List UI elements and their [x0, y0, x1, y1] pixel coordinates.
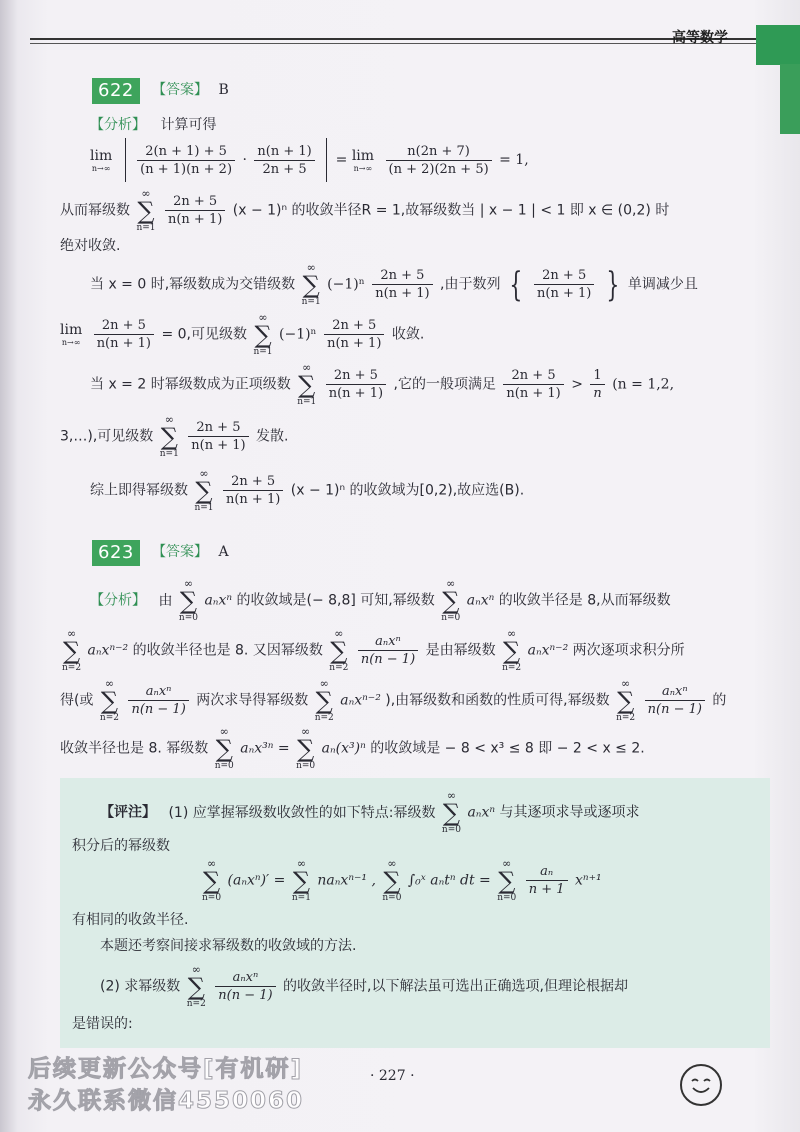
fraction: $\frac{2n + 5}{n(n + 1)}$ [534, 267, 594, 302]
fraction: $\frac{2n + 5}{n(n + 1)}$ [372, 267, 432, 302]
line-623-2 [60, 628, 685, 674]
fraction-3: $\frac{n(2n + 7)}{(n + 2)(2n + 5)}$ [386, 143, 492, 178]
fraction: $\frac{2n + 5}{n(n + 1)}$ [503, 367, 563, 402]
note-line-3: 有相同的收敛半径. [72, 912, 189, 928]
header-rule-thin [30, 43, 770, 44]
fraction: $\frac{2n + 5}{n(n + 1)}$ [165, 193, 225, 228]
formula-term: xⁿ⁺¹ [575, 872, 602, 889]
text-segment: 的 [712, 692, 727, 709]
formula-term: (aₙxⁿ)′ = [227, 872, 286, 889]
sum-symbol: ∞ ∑ n=2 [314, 677, 334, 723]
limit-op-2: lim n→∞ [351, 147, 375, 173]
fraction-2: $\frac{n(n + 1)}{2n + 5}$ [254, 143, 314, 178]
text-segment: ),由幂级数和函数的性质可得,幂级数 [385, 692, 610, 709]
analysis-intro: 计算可得 [160, 117, 217, 133]
formula-term: naₙxⁿ⁻¹ , [317, 872, 376, 889]
equals: = [335, 152, 348, 168]
text-segment: 从而幂级数 [60, 202, 130, 219]
analysis-line-622 [90, 115, 216, 135]
line-converge [60, 312, 424, 358]
limit-op: lim n→∞ [60, 322, 83, 347]
text-segment: (x − 1)ⁿ 的收敛半径R = 1,故幂级数当 | x − 1 | < 1 即 x ∈ (0,2) 时 [232, 202, 670, 219]
text-segment: 两次求导得幂级数 [196, 692, 309, 709]
text-segment: 由 [158, 592, 173, 609]
sum-symbol: ∞ ∑ n=1 [297, 361, 317, 407]
line-x0 [90, 262, 698, 308]
text-segment: 得(或 [60, 692, 94, 709]
abs-bar-right [326, 138, 327, 182]
dot-op: · [242, 152, 247, 168]
limit-op: lim n→∞ [90, 147, 113, 173]
note-line-5 [100, 964, 628, 1010]
header-tab [756, 25, 800, 65]
sum-symbol: ∞ ∑ n=0 [441, 577, 461, 623]
line-conclusion [90, 468, 524, 514]
text-segment: 的收敛半径时,以下解法虽可选出正确选项,但理论根据却 [283, 978, 628, 995]
note-line-6: 是错误的: [72, 1016, 133, 1032]
header-rule [30, 38, 770, 40]
fraction: $\frac{2n + 5}{n(n + 1)}$ [188, 419, 248, 454]
series-term: aₙ(x³)ⁿ [321, 740, 366, 757]
sum-symbol: ∞ ∑ n=2 [502, 627, 522, 673]
sum-symbol: ∞ ∑ n=1 [301, 261, 321, 307]
watermark-line-1: 后续更新公众号[有机研] [28, 1056, 304, 1082]
text-segment: = 0,可见级数 [161, 326, 248, 343]
sum-symbol: ∞ ∑ n=0 [214, 725, 234, 771]
text-segment: 当 x = 0 时,幂级数成为交错级数 [90, 276, 296, 293]
text-segment: (1) 应掌握幂级数收敛性的如下特点:幂级数 [168, 804, 436, 821]
header-title: 高等数学 [672, 30, 728, 46]
line-radius [60, 188, 669, 234]
line-623-3 [60, 678, 726, 724]
sum-symbol: ∞ ∑ n=1 [194, 467, 214, 513]
fraction-1: $\frac{2(n + 1) + 5}{(n + 1)(n + 2)}$ [137, 143, 235, 178]
question-number-622: 622 [92, 78, 140, 104]
line-x2 [90, 362, 674, 408]
text-segment: 当 x = 2 时幂级数成为正项级数 [90, 376, 291, 393]
fraction: $\frac{\text{aₙ}}{n + 1}$ [526, 863, 568, 898]
sum-symbol: ∞ ∑ n=0 [296, 725, 316, 771]
sum-symbol: ∞ ∑ n=0 [202, 857, 222, 903]
text-segment: ,由于数列 [440, 276, 501, 293]
text-segment: 的收敛域是(− 8,8] 可知,幂级数 [236, 592, 435, 609]
text-segment: 两次逐项求积分所 [572, 642, 685, 659]
text-segment: 收敛半径也是 8. 幂级数 [60, 740, 209, 757]
series-term: aₙx³ⁿ = [240, 740, 290, 757]
fraction: $\frac{2n + 5}{n(n + 1)}$ [223, 473, 283, 508]
brace-right: } [606, 264, 620, 305]
text-segment: 的收敛半径是 8,从而幂级数 [498, 592, 671, 609]
alt-sign: (−1)ⁿ [279, 326, 317, 343]
series-term: aₙxⁿ [467, 804, 496, 821]
sum-symbol: ∞ ∑ n=0 [497, 857, 517, 903]
sum-symbol: ∞ ∑ n=0 [382, 857, 402, 903]
fraction: $\frac{2n + 5}{n(n + 1)}$ [326, 367, 386, 402]
fraction-one-over-n: $\frac{1}{n}$ [590, 367, 604, 402]
text-segment: 发散. [256, 428, 289, 445]
smiley-face [682, 1066, 720, 1104]
text-segment: 的收敛半径也是 8. 又因幂级数 [132, 642, 323, 659]
text-segment: 是由幂级数 [425, 642, 496, 659]
note-line-1 [100, 790, 639, 836]
text-segment: 3,…),可见级数 [60, 428, 154, 445]
series-term: aₙxⁿ [204, 592, 233, 609]
watermark-line-2: 永久联系微信4550060 [28, 1088, 305, 1114]
text-segment: 与其逐项求导或逐项求 [499, 804, 640, 821]
text-segment: 单调减少且 [627, 276, 698, 293]
smiley-icon [680, 1064, 722, 1106]
note-tag: 【评注】 [100, 804, 156, 821]
analysis-tag: 【分析】 [90, 592, 146, 609]
formula-term: ∫₀ˣ aₙtⁿ dt = [407, 872, 491, 889]
fraction: $\frac{\text{aₙxⁿ}}{n(n - 1)}$ [645, 683, 705, 718]
answer-tag: 【答案】 [152, 544, 208, 560]
sum-symbol: ∞ ∑ n=2 [62, 627, 82, 673]
sum-symbol: ∞ ∑ n=2 [99, 677, 119, 723]
sum-symbol: ∞ ∑ n=2 [616, 677, 636, 723]
sum-symbol: ∞ ∑ n=0 [441, 789, 461, 835]
series-term: aₙxⁿ [466, 592, 495, 609]
line-623-1 [90, 578, 671, 624]
line-623-4 [60, 726, 645, 772]
fraction: $\frac{\text{aₙxⁿ}}{n(n - 1)}$ [128, 683, 188, 718]
sum-symbol: ∞ ∑ n=1 [136, 187, 156, 233]
page-binding-shadow [0, 0, 18, 1132]
series-term: aₙxⁿ⁻² [527, 642, 569, 659]
series-term: aₙxⁿ⁻² [340, 692, 381, 709]
note-line-2: 积分后的幂级数 [72, 838, 170, 854]
text-segment: ,它的一般项满足 [393, 376, 496, 393]
answer-line-622 [152, 80, 229, 100]
abs-bar-left [125, 138, 126, 182]
fraction: $\frac{\text{aₙxⁿ}}{n(n - 1)}$ [358, 633, 418, 668]
answer-value: B [218, 82, 229, 98]
sum-symbol: ∞ ∑ n=1 [159, 413, 179, 459]
fraction: $\frac{\text{aₙxⁿ}}{n(n - 1)}$ [215, 969, 275, 1004]
answer-tag: 【答案】 [152, 82, 208, 98]
question-number-623: 623 [92, 540, 140, 566]
note-formula [200, 858, 602, 906]
sum-symbol: ∞ ∑ n=1 [253, 311, 273, 357]
page-number: · 227 · [370, 1068, 415, 1084]
fraction: $\frac{2n + 5}{n(n + 1)}$ [324, 317, 384, 352]
text-segment: (n = 1,2, [612, 376, 675, 393]
side-tab [780, 64, 800, 134]
sum-symbol: ∞ ∑ n=2 [329, 627, 349, 673]
equals-one: = 1, [499, 152, 529, 168]
answer-value: A [218, 544, 229, 560]
line-diverge [60, 414, 289, 460]
text-segment: 综上即得幂级数 [90, 482, 188, 499]
brace-left: { [509, 264, 523, 305]
greater-than: > [571, 376, 583, 393]
text-segment: (x − 1)ⁿ 的收敛域为[0,2),故应选(B). [290, 482, 525, 499]
analysis-tag: 【分析】 [90, 117, 146, 133]
note-line-4: 本题还考察间接求幂级数的收敛域的方法. [100, 938, 357, 954]
limit-equation [90, 138, 529, 188]
sum-symbol: ∞ ∑ n=0 [178, 577, 198, 623]
text-segment: 收敛. [391, 326, 425, 343]
fraction: $\frac{2n + 5}{n(n + 1)}$ [94, 317, 154, 352]
text-segment: 的收敛域是 − 8 < x³ ≤ 8 即 − 2 < x ≤ 2. [370, 740, 645, 757]
sum-symbol: ∞ ∑ n=2 [186, 963, 206, 1009]
series-term: aₙxⁿ⁻² [87, 642, 129, 659]
text-segment: (2) 求幂级数 [100, 978, 181, 995]
alt-sign: (−1)ⁿ [327, 276, 365, 293]
line-abs-conv: 绝对收敛. [60, 238, 121, 254]
sum-symbol: ∞ ∑ n=1 [291, 857, 311, 903]
answer-line-623 [152, 542, 229, 562]
